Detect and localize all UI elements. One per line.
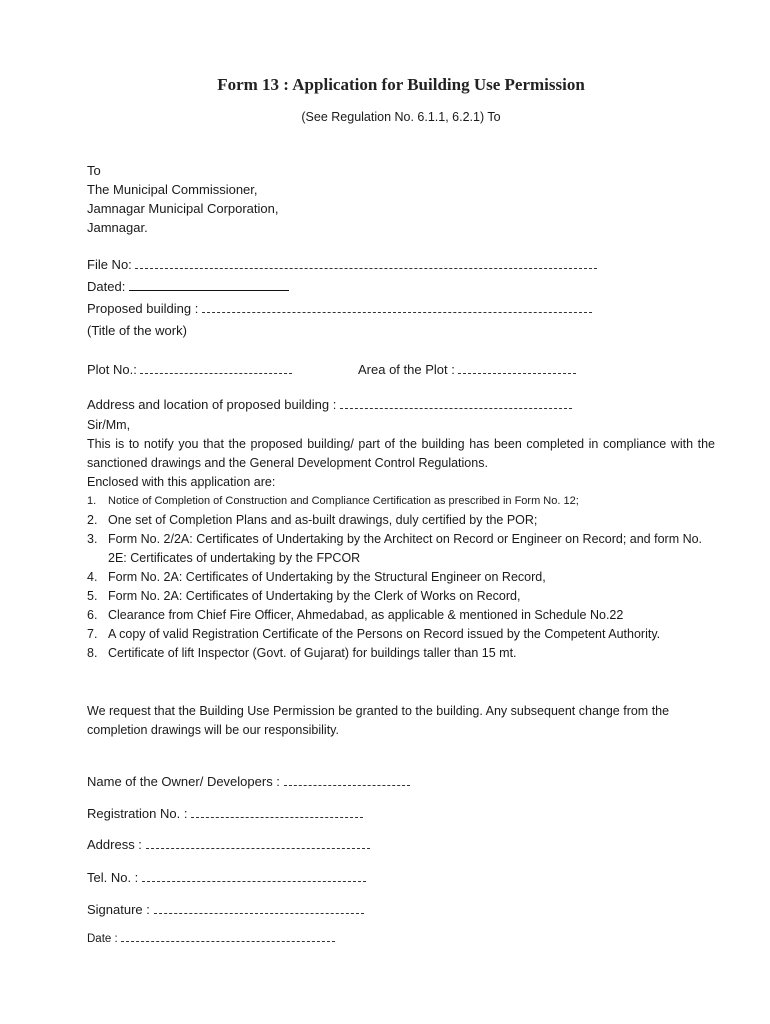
enclosures-list xyxy=(87,492,715,663)
addressee-line-3: Jamnagar. xyxy=(87,220,148,235)
form-subtitle: (See Regulation No. 6.1.1, 6.2.1) To xyxy=(301,110,501,124)
plot-no-blank[interactable] xyxy=(140,362,292,374)
enclosure-item: 7. A copy of valid Registration Certificate of the Persons on Record issued by the Competent Authority. xyxy=(87,627,661,641)
enclosed-heading: Enclosed with this application are: xyxy=(87,475,276,489)
enclosure-item: 3. Form No. 2/2A: Certificates of Undertaking by the Architect on Record or Engineer on Record; and form No. 2E: Certificates of undertaking by the FPCOR xyxy=(87,532,703,565)
file-no-blank[interactable] xyxy=(135,257,597,269)
signature-label: Signature : xyxy=(87,902,150,917)
owner-address-blank[interactable] xyxy=(146,837,370,849)
form-title: Form 13 : Application for Building Use Permission xyxy=(217,75,585,94)
proposed-building-row xyxy=(87,301,592,316)
letter-body xyxy=(87,416,715,492)
completion-notice: This is to notify you that the proposed building/ part of the building has been completed in compliance with the sanctioned drawings and the General Development Control Regulations. xyxy=(87,437,715,470)
plot-no-label: Plot No.: xyxy=(87,362,137,377)
signature-blank[interactable] xyxy=(154,902,364,914)
registration-blank[interactable] xyxy=(191,806,363,818)
owner-name-row xyxy=(87,774,410,789)
address-location-row xyxy=(87,397,572,412)
proposed-building-blank[interactable] xyxy=(202,301,592,313)
owner-name-blank[interactable] xyxy=(284,774,410,786)
addressee-block xyxy=(87,161,278,237)
title-of-work: (Title of the work) xyxy=(87,323,187,338)
owner-address-label: Address : xyxy=(87,837,142,852)
enclosure-text: Form No. 2A: Certificates of Undertaking by the Clerk of Works on Record, xyxy=(108,589,521,603)
dated-row xyxy=(87,279,289,294)
enclosure-text: Notice of Completion of Construction and Compliance Certification as prescribed in Form No. 12; xyxy=(108,495,579,507)
salutation: Sir/Mm, xyxy=(87,418,131,432)
plot-area-label: Area of the Plot : xyxy=(358,362,455,377)
address-location-blank[interactable] xyxy=(340,397,572,409)
enclosure-item: 6. Clearance from Chief Fire Officer, Ahmedabad, as applicable & mentioned in Schedule No.22 xyxy=(87,608,624,622)
enclosure-text: Clearance from Chief Fire Officer, Ahmedabad, as applicable & mentioned in Schedule No.22 xyxy=(108,608,624,622)
enclosure-text: Form No. 2A: Certificates of Undertaking by the Structural Engineer on Record, xyxy=(108,570,546,584)
registration-label: Registration No. : xyxy=(87,806,188,821)
tel-label: Tel. No. : xyxy=(87,870,139,885)
dated-label: Dated: xyxy=(87,279,126,294)
enclosure-text: One set of Completion Plans and as-built drawings, duly certified by the POR; xyxy=(108,513,538,527)
enclosure-item: 1. Notice of Completion of Construction and Compliance Certification as prescribed in Form No. 12; xyxy=(87,495,579,507)
dated-blank[interactable] xyxy=(129,279,289,291)
enclosure-text: Certificate of lift Inspector (Govt. of Gujarat) for buildings taller than 15 mt. xyxy=(108,646,517,660)
file-no-row xyxy=(87,257,597,272)
enclosure-item: 2. One set of Completion Plans and as-built drawings, duly certified by the POR; xyxy=(87,513,538,527)
enclosure-text: A copy of valid Registration Certificate of the Persons on Record issued by the Competent Authority. xyxy=(108,627,661,641)
signature-row xyxy=(87,902,364,917)
plot-area-row xyxy=(358,362,576,377)
plot-area-blank[interactable] xyxy=(458,362,576,374)
proposed-building-label: Proposed building : xyxy=(87,301,199,316)
enclosure-item: 8. Certificate of lift Inspector (Govt. of Gujarat) for buildings taller than 15 mt. xyxy=(87,646,517,660)
owner-name-label: Name of the Owner/ Developers : xyxy=(87,774,280,789)
tel-blank[interactable] xyxy=(142,870,366,882)
addressee-to: To xyxy=(87,163,101,178)
enclosure-item: 5. Form No. 2A: Certificates of Undertaking by the Clerk of Works on Record, xyxy=(87,589,521,603)
registration-row xyxy=(87,806,363,821)
address-location-label: Address and location of proposed building : xyxy=(87,397,337,412)
date-row xyxy=(87,930,335,945)
plot-no-row xyxy=(87,362,292,377)
addressee-line-2: Jamnagar Municipal Corporation, xyxy=(87,201,279,216)
enclosure-item: 4. Form No. 2A: Certificates of Undertaking by the Structural Engineer on Record, xyxy=(87,570,546,584)
date-label: Date : xyxy=(87,933,118,945)
file-no-label: File No: xyxy=(87,257,132,272)
tel-row xyxy=(87,870,366,885)
enclosure-text: Form No. 2/2A: Certificates of Undertaking by the Architect on Record or Engineer on Record; and form No. 2E: Certificates of undertaking by the FPCOR xyxy=(108,532,703,565)
date-blank[interactable] xyxy=(121,930,335,942)
addressee-line-1: The Municipal Commissioner, xyxy=(87,182,258,197)
owner-address-row xyxy=(87,837,370,852)
request-paragraph: We request that the Building Use Permission be granted to the building. Any subsequent change from the completion drawings will be our responsibility. xyxy=(87,704,670,737)
